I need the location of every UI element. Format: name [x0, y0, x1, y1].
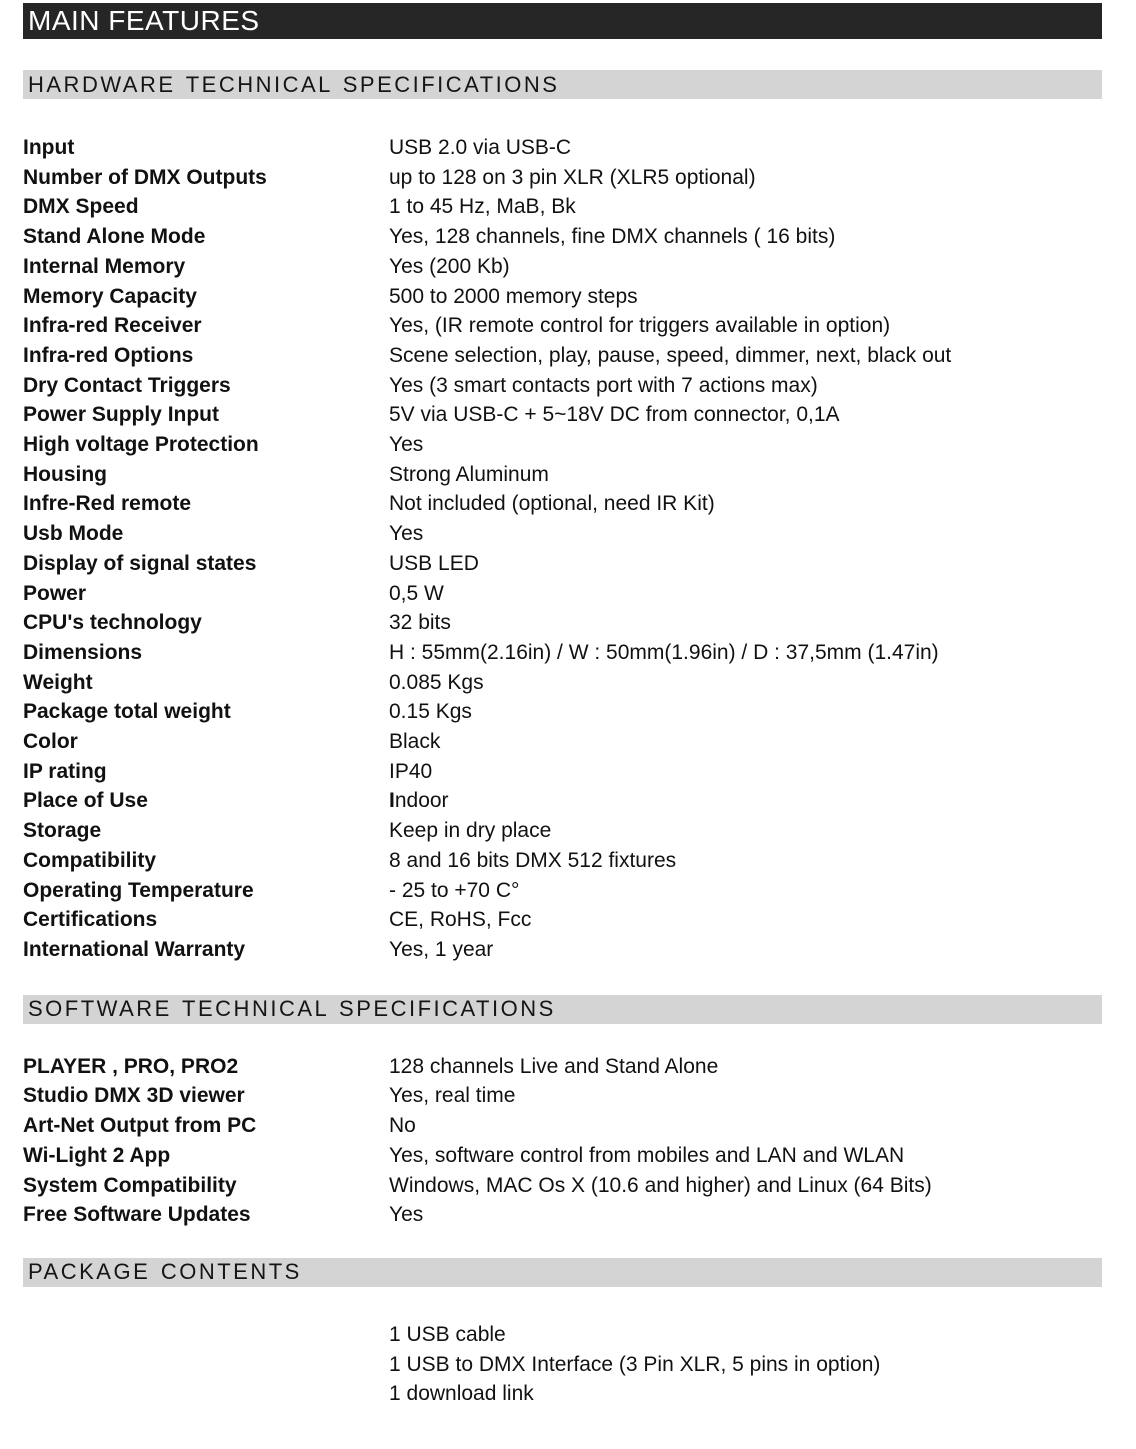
- main-title-bar: [23, 3, 1102, 39]
- spec-value: Yes (200 Kb): [389, 254, 510, 278]
- spec-value: - 25 to +70 C°: [389, 878, 520, 902]
- spec-label: Input: [23, 136, 75, 159]
- spec-row: [23, 846, 1102, 876]
- spec-row: [23, 816, 1102, 846]
- spec-row: [23, 786, 1102, 816]
- spec-label: Color: [23, 730, 78, 754]
- spec-label: Stand Alone Mode: [23, 225, 206, 249]
- hardware-spec-table: [23, 133, 1102, 965]
- spec-value: 32 bits: [389, 611, 451, 635]
- spec-row: [23, 1171, 1102, 1201]
- spec-row: [23, 282, 1102, 312]
- package-item: 1 download link: [389, 1382, 534, 1406]
- spec-value: Not included (optional, need IR Kit): [389, 492, 715, 516]
- spec-label: Storage: [23, 819, 102, 843]
- main-title: MAIN FEATURES: [28, 5, 260, 36]
- spec-value: 0,5 W: [389, 581, 444, 605]
- spec-value: 0.15 Kgs: [389, 700, 472, 724]
- spec-value: Yes: [389, 522, 424, 546]
- spec-row: [23, 697, 1102, 727]
- spec-label: Housing: [23, 462, 107, 486]
- spec-row: [23, 757, 1102, 787]
- spec-row: [23, 519, 1102, 549]
- spec-row: [23, 341, 1102, 371]
- spec-value: 8 and 16 bits DMX 512 fixtures: [389, 848, 677, 872]
- spec-label: Infra-red Options: [23, 343, 194, 367]
- spec-label: International Warranty: [23, 937, 246, 961]
- spec-label: Usb Mode: [23, 522, 124, 546]
- spec-label: Package total weight: [23, 700, 231, 724]
- spec-value: up to 128 on 3 pin XLR (XLR5 optional): [389, 165, 756, 189]
- spec-value: 5V via USB-C + 5~18V DC from connector, 0,1A: [389, 403, 840, 427]
- spec-label: Compatibility: [23, 848, 157, 872]
- spec-row: [23, 311, 1102, 341]
- spec-label: Internal Memory: [23, 254, 186, 278]
- spec-row: [23, 905, 1102, 935]
- spec-row: [23, 876, 1102, 906]
- spec-value: Strong Aluminum: [389, 462, 549, 486]
- software-spec-table: [23, 1052, 1102, 1230]
- spec-row: [23, 1200, 1102, 1230]
- software-section-title: SOFTWARE TECHNICAL SPECIFICATIONS: [28, 996, 556, 1022]
- spec-label: System Compatibility: [23, 1173, 237, 1197]
- spec-label: Display of signal states: [23, 551, 257, 575]
- spec-value: IP40: [389, 759, 433, 783]
- spec-row: [23, 1081, 1102, 1111]
- spec-value: Yes, (IR remote control for triggers available in option): [389, 314, 891, 338]
- spec-row: [23, 1052, 1102, 1082]
- spec-label: Weight: [23, 670, 93, 694]
- spec-label: PLAYER , PRO, PRO2: [23, 1054, 239, 1078]
- spec-value: 0.085 Kgs: [389, 670, 484, 694]
- spec-value: Yes: [389, 1203, 424, 1227]
- spec-label: Place of Use: [23, 789, 148, 813]
- spec-value: Scene selection, play, pause, speed, dimmer, next, black out: [389, 343, 952, 367]
- spec-row: [23, 935, 1102, 965]
- spec-row: [23, 1111, 1102, 1141]
- spec-row: [23, 192, 1102, 222]
- spec-label: Wi-Light 2 App: [23, 1143, 171, 1167]
- spec-row: [23, 579, 1102, 609]
- spec-row: [23, 222, 1102, 252]
- spec-label: Certifications: [23, 908, 158, 932]
- spec-label: Power Supply Input: [23, 403, 220, 427]
- package-contents-list: [389, 1320, 1102, 1409]
- spec-value: No: [389, 1114, 416, 1138]
- spec-row: [23, 638, 1102, 668]
- spec-value: Yes, 1 year: [389, 937, 494, 961]
- spec-value: Keep in dry place: [389, 819, 552, 843]
- spec-row: [23, 608, 1102, 638]
- hardware-section-header: [23, 70, 1102, 99]
- spec-value: 500 to 2000 memory steps: [389, 284, 638, 308]
- spec-row: [23, 460, 1102, 490]
- spec-value: Yes: [389, 433, 424, 457]
- spec-label: Studio DMX 3D viewer: [23, 1084, 245, 1108]
- spec-row: [23, 1141, 1102, 1171]
- spec-value: Yes, software control from mobiles and LAN and WLAN: [389, 1143, 905, 1167]
- spec-value: 128 channels Live and Stand Alone: [389, 1054, 719, 1078]
- spec-value: USB 2.0 via USB-C: [389, 136, 572, 159]
- hardware-section-title: HARDWARE TECHNICAL SPECIFICATIONS: [28, 71, 560, 97]
- spec-value: Yes, real time: [389, 1084, 516, 1108]
- spec-label: Number of DMX Outputs: [23, 165, 267, 189]
- spec-label: CPU's technology: [23, 611, 202, 635]
- spec-row: [23, 549, 1102, 579]
- package-item: 1 USB cable: [389, 1322, 506, 1346]
- spec-value: Yes (3 smart contacts port with 7 actions max): [389, 373, 818, 397]
- package-item: 1 USB to DMX Interface (3 Pin XLR, 5 pins in option): [389, 1352, 881, 1376]
- spec-label: Operating Temperature: [23, 878, 254, 902]
- spec-row: [23, 727, 1102, 757]
- spec-row: [23, 430, 1102, 460]
- spec-row: [23, 133, 1102, 163]
- spec-label: Dimensions: [23, 640, 143, 664]
- spec-label: Infra-red Receiver: [23, 314, 202, 338]
- spec-row: [23, 489, 1102, 519]
- spec-label: Memory Capacity: [23, 284, 197, 308]
- spec-value: 1 to 45 Hz, MaB, Bk: [389, 195, 576, 219]
- spec-value: CE, RoHS, Fcc: [389, 908, 532, 932]
- spec-label: IP rating: [23, 759, 107, 783]
- spec-row: [23, 371, 1102, 401]
- spec-row: [23, 163, 1102, 193]
- spec-value: Yes, 128 channels, fine DMX channels ( 16 bits): [389, 225, 836, 249]
- spec-row: [23, 400, 1102, 430]
- package-section-title: PACKAGE CONTENTS: [28, 1259, 302, 1285]
- spec-label: Power: [23, 581, 87, 605]
- spec-label: Free Software Updates: [23, 1203, 251, 1227]
- spec-label: Infre-Red remote: [23, 492, 192, 516]
- spec-label: Art-Net Output from PC: [23, 1114, 257, 1138]
- spec-value: H : 55mm(2.16in) / W : 50mm(1.96in) / D : 37,5mm (1.47in): [389, 640, 939, 664]
- package-section-header: [23, 1258, 1102, 1287]
- spec-row: [23, 252, 1102, 282]
- spec-label: DMX Speed: [23, 195, 139, 219]
- spec-value: Black: [389, 730, 441, 754]
- spec-value: Indoor: [389, 789, 449, 813]
- spec-value: USB LED: [389, 551, 479, 575]
- software-section-header: [23, 995, 1102, 1024]
- spec-value: Windows, MAC Os X (10.6 and higher) and Linux (64 Bits): [389, 1173, 932, 1197]
- spec-row: [23, 668, 1102, 698]
- spec-label: High voltage Protection: [23, 433, 259, 457]
- spec-label: Dry Contact Triggers: [23, 373, 231, 397]
